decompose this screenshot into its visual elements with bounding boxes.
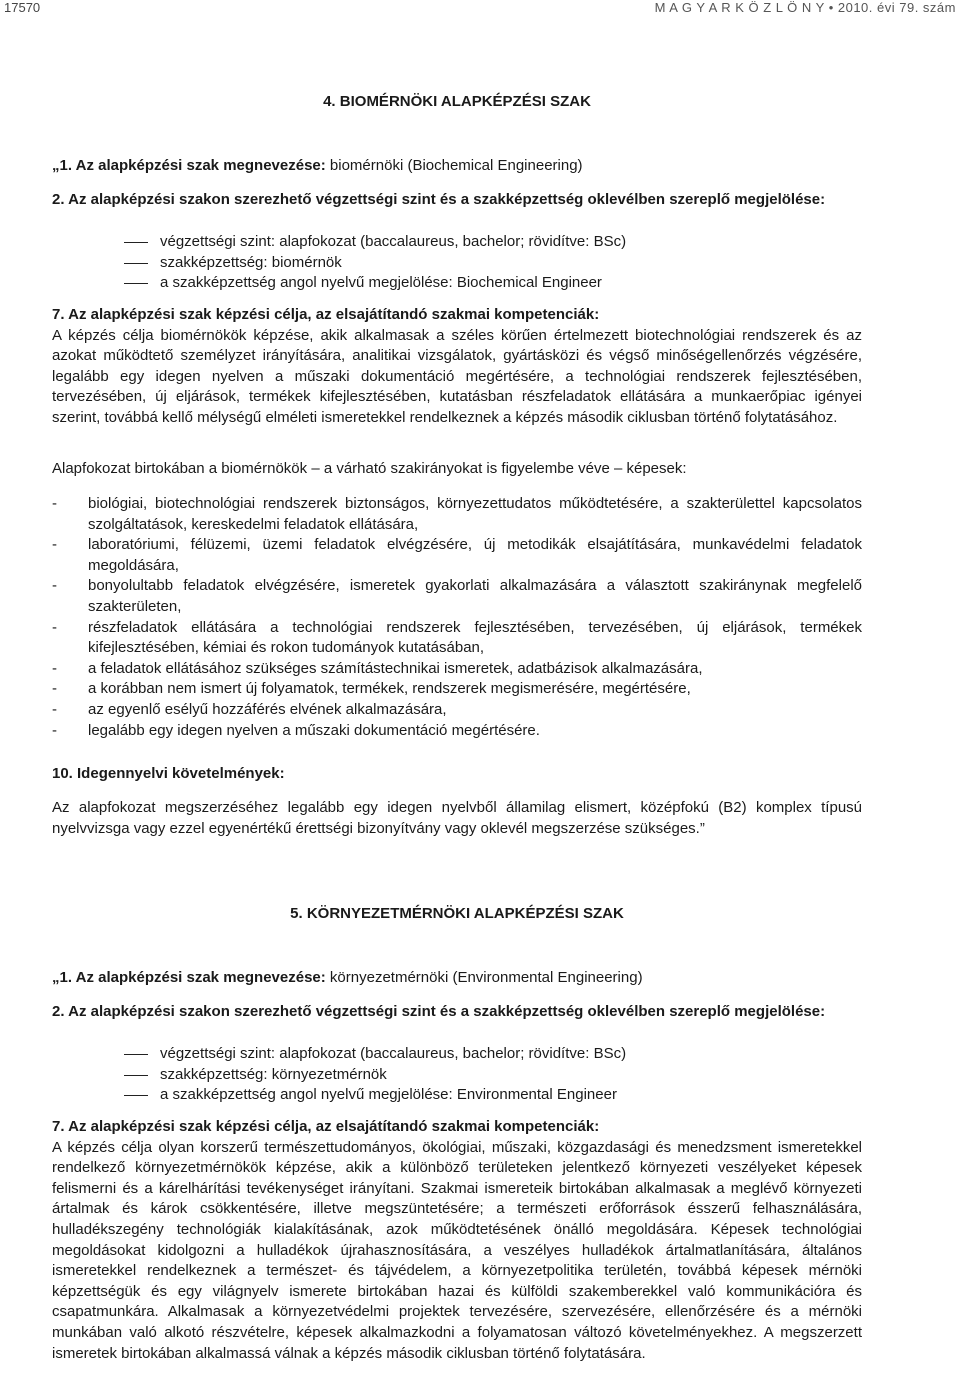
section-5-title: 5. KÖRNYEZETMÉRNÖKI ALAPKÉPZÉSI SZAK [290,905,624,922]
list-item: - a feladatok ellátásához szükséges számítástechnikai ismeretek, adatbázisok alkalmazására, [52,659,703,677]
s4-competencies [52,305,862,429]
s4-degree-heading: 2. Az alapképzési szakon szerezhető végzettségi szint és a szakképzettség oklevélben szereplő megjelölése: [52,191,826,208]
s4-name [52,156,862,177]
list-item: végzettségi szint: alapfokozat (baccalaureus, bachelor; rövidítve: BSc) [124,1044,864,1065]
s5-degree-heading: 2. Az alapképzési szakon szerezhető végzettségi szint és a szakképzettség oklevélben szereplő megjelölése: [52,1003,826,1020]
s5-competencies [52,1117,862,1364]
list-item: szakképzettség: biomérnök [124,253,864,274]
s5-name [52,968,862,989]
s4-competencies-text: A képzés célja biomérnökök képzése, akik alkalmasak a széles körűen értelmezett biotechnológiai rendszerek és az azokat működtető személyzet irányítására, analitikai vizsgálatok, gyártásközi és végső minőségellenőrzés végzésére, legalább egy idegen nyelven a műszaki dokumentáció megértésére, a technológiai rendszerek fejlesztésében, tervezésében, új eljárások, termékek kifejlesztésében, kutatásban részfeladatok ellátására a munkaerőpiac igényei szerint, továbbá kellő mélységű elméleti ismeretekkel rendelkeznek a képzés második ciklusban történő folytatásához. [52,326,862,426]
list-item: - legalább egy idegen nyelven a műszaki dokumentáció megértésére. [52,721,540,739]
list-item: végzettségi szint: alapfokozat (baccalaureus, bachelor; rövidítve: BSc) [124,232,864,253]
s4-language-heading: 10. Idegennyelvi követelmények: [52,765,285,782]
s5-competencies-text: A képzés célja olyan korszerű természettudományos, ökológiai, műszaki, közgazdasági és menedzsment ismeretekkel rendelkező környezetmérnökök képzése, akik a különböző területeken jelentkező környezeti veszélyeket képesek felismerni és a kárelhárítási tevékenységet irányítani. Szakmai ismereteik birtokában alkalmasak a meglévő környezeti ártalmak és károk csökkentésére, illetve megszüntetésére; a természeti erőforrások ésszerű felhasználására, hulladékszegény technológiák kialakításának, azok működtetésének önálló megoldására. Képesek technológiai megoldásokat kidolgozni a hulladékok újrahasznosítására, a veszélyes hulladékok ártalmatlanítására, általános ismeretekkel rendelkeznek a természet- és tájvédelem, a környezetpolitika területén, továbbá képesek mérnöki képzettségük és egy világnyelv ismerete birtokában hazai és külföldi szakemberekkel való kommunikációra és csapatmunkára. Alkalmasak a környezetvédelmi projektek tervezésére, szervezésére, ellenőrzésére és a mérnöki munkában való alkotó részvételre, képesek alkalmazkodni a folyamatosan változó követelményekhez. A megszerzett ismeretek birtokában alkalmassá válnak a képzés második ciklusban történő folytatására. [52,1138,862,1362]
list-item: - a korábban nem ismert új folyamatok, termékek, rendszerek megismerésére, megértésére, [52,680,691,698]
page-number: 17570 [4,0,41,15]
journal-title: M A G Y A R K Ö Z L Ö N Y • 2010. évi 79. szám [654,0,956,15]
list-item: - részfeladatok ellátására a technológiai rendszerek fejlesztésében, tervezésében, új eljárások, termékek kifejlesztésében, kémiai és rokon tudományok kutatásában, [52,618,862,657]
s5-name-label: „1. Az alapképzési szak megnevezése: [52,969,326,986]
s4-dash-list [124,232,864,294]
s4-name-value: biomérnöki (Biochemical Engineering) [325,157,583,174]
s5-dash-list [124,1044,864,1106]
s5-name-value: környezetmérnöki (Environmental Engineering) [325,969,643,986]
s4-abilities-list [52,494,862,741]
list-item: a szakképzettség angol nyelvű megjelölése: Environmental Engineer [124,1085,864,1106]
page-header [0,0,960,20]
s4-name-label: „1. Az alapképzési szak megnevezése: [52,157,326,174]
list-item: - biológiai, biotechnológiai rendszerek biztonságos, környezettudatos működtetésére, a szakterülettel kapcsolatos szolgáltatások, kereskedelmi feladatok ellátására, [52,495,862,533]
list-item: szakképzettség: környezetmérnök [124,1065,864,1086]
list-item: - bonyolultabb feladatok elvégzésére, ismeretek gyakorlati alkalmazására a választott szakiránynak megfelelő szakterületen, [52,577,862,615]
s4-competencies-heading: 7. Az alapképzési szak képzési célja, az elsajátítandó szakmai kompetenciák: [52,306,600,323]
list-item: - az egyenlő esélyű hozzáférés elvének alkalmazására, [52,700,447,718]
s5-competencies-heading: 7. Az alapképzési szak képzési célja, az elsajátítandó szakmai kompetenciák: [52,1118,600,1135]
section-4-title: 4. BIOMÉRNÖKI ALAPKÉPZÉSI SZAK [323,93,591,110]
list-item: a szakképzettség angol nyelvű megjelölése: Biochemical Engineer [124,273,864,294]
list-item: - laboratóriumi, félüzemi, üzemi feladatok elvégzésére, új metodikák elsajátítására, munkavédelmi feladatok megoldására, [52,536,862,574]
s4-language-text: Az alapfokozat megszerzéséhez legalább egy idegen nyelvből államilag elismert, középfokú (B2) komplex típusú nyelvvizsga vagy ezzel egyenértékű érettségi bizonyítvány vagy oklevél megszerzése szükséges.” [52,799,862,837]
s4-abilities-intro: Alapfokozat birtokában a biomérnökök – a várható szakirányokat is figyelembe véve – képesek: [52,460,687,477]
